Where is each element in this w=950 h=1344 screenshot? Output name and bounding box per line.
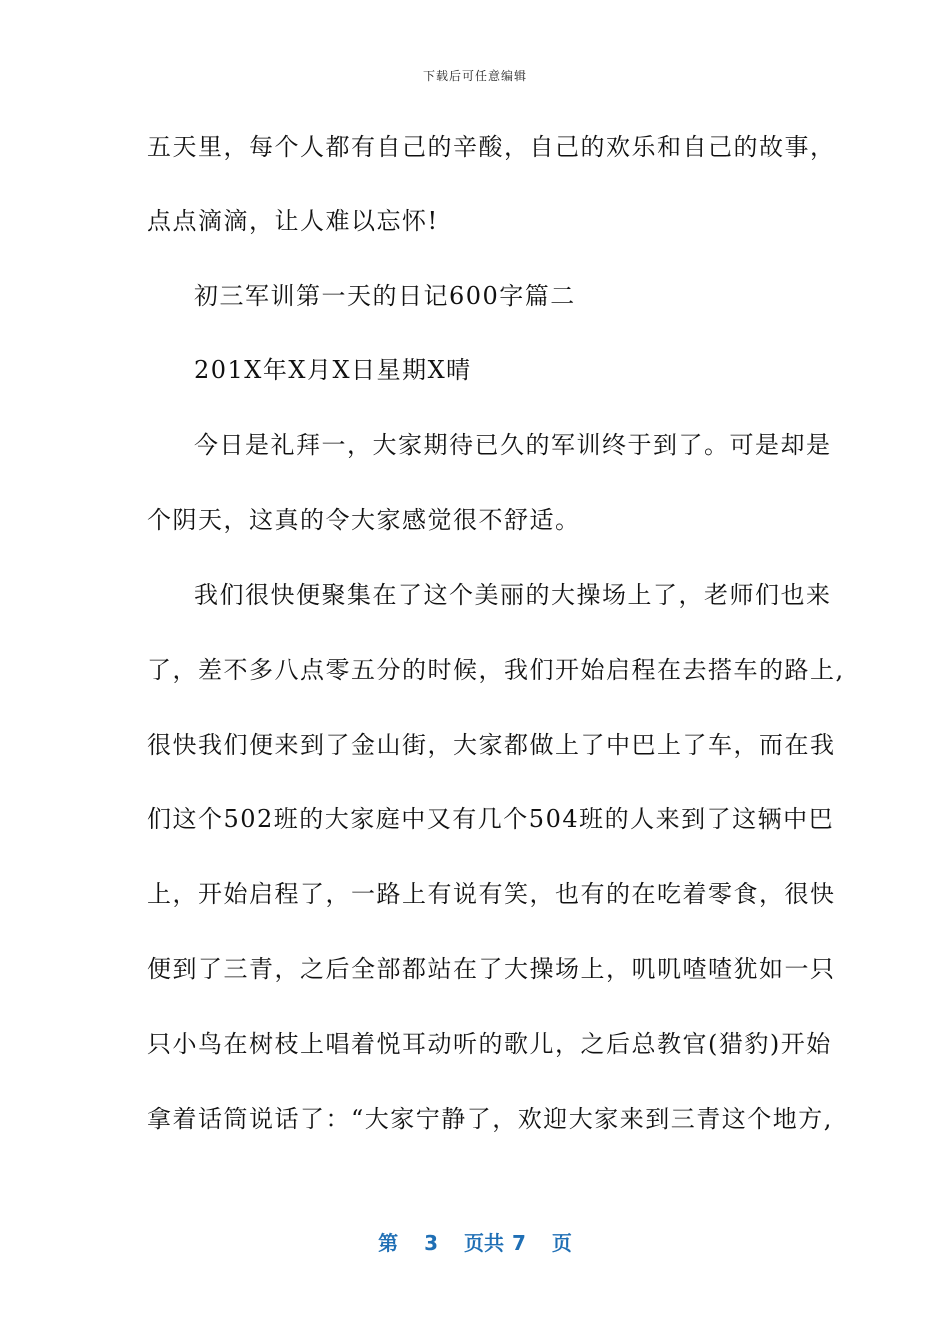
footer-total-pages: 7 [512,1231,526,1255]
paragraph-line: 五天里，每个人都有自己的辛酸，自己的欢乐和自己的故事， [147,133,836,161]
date-line: 201X年X月X日星期X晴 [194,356,472,384]
paragraph-line: 便到了三青，之后全部都站在了大操场上，叽叽喳喳犹如一只 [147,955,836,983]
section-heading: 初三军训第一天的日记600字篇二 [194,282,576,310]
footer-ye: 页 [551,1231,572,1255]
paragraph-line: 点点滴滴，让人难以忘怀! [147,207,439,235]
paragraph-line: 很快我们便来到了金山街，大家都做上了中巴上了车，而在我 [147,731,836,759]
page-footer [0,1227,950,1256]
paragraph-line: 个阴天，这真的令大家感觉很不舒适。 [147,506,581,534]
paragraph-line: 今日是礼拜一，大家期待已久的军训终于到了。可是却是 [194,431,832,459]
paragraph-line: 上，开始启程了，一路上有说有笑，也有的在吃着零食，很快 [147,880,836,908]
paragraph-line: 我们很快便聚集在了这个美丽的大操场上了，老师们也来 [194,581,832,609]
header-note: 下载后可任意编辑 [422,69,527,83]
paragraph-line: 了，差不多八点零五分的时候，我们开始启程在去搭车的路上, [147,656,845,684]
footer-page-number: 3 [424,1231,438,1255]
footer-di: 第 [378,1231,399,1255]
footer-ye-gong: 页共 [464,1231,504,1255]
paragraph-line: 拿着话筒说话了：“大家宁静了，欢迎大家来到三青这个地方, [147,1105,833,1133]
paragraph-line: 只小鸟在树枝上唱着悦耳动听的歌儿，之后总教官(猎豹)开始 [147,1030,832,1058]
paragraph-line: 们这个502班的大家庭中又有几个504班的人来到了这辆中巴 [147,805,835,833]
